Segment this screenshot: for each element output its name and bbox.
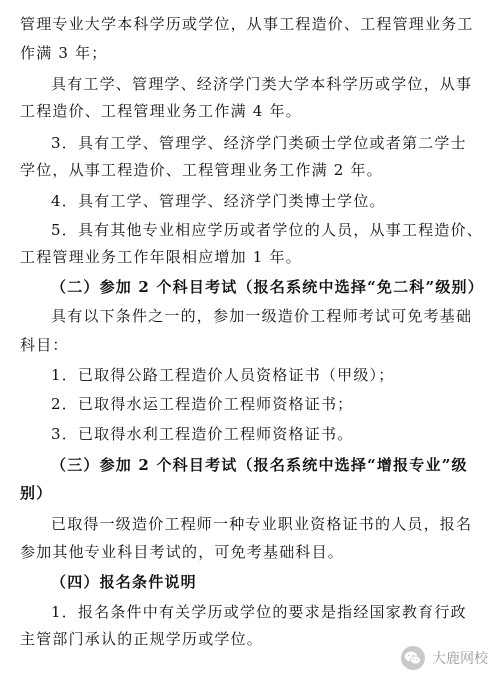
list-item: 1．已取得公路工程造价人员资格证书（甲级）； [51, 366, 395, 384]
section-heading: （四）报名条件说明 [51, 573, 197, 591]
paragraph-line: 参加其他专业科目考试的，可免考基础科目。 [20, 543, 345, 561]
section-heading-continuation: 别） [20, 484, 53, 502]
paragraph-line: 具有以下条件之一的，参加一级造价工程师考试可免考基础 [51, 307, 473, 325]
paragraph-line: 学位，从事工程造价、工程管理业务工作满 2 年。 [20, 161, 383, 179]
paragraph-line: 工程管理业务工作年限相应增加 1 年。 [20, 248, 302, 266]
list-item: 2．已取得水运工程造价工程师资格证书； [51, 395, 354, 413]
list-item: 3．已取得水利工程造价工程师资格证书。 [51, 425, 354, 443]
paragraph-line: 5．具有其他专业相应学历或者学位的人员，从事工程造价、 [51, 221, 483, 239]
paragraph-line: 1．报名条件中有关学历或学位的要求是指经国家教育行政 [51, 603, 467, 621]
paragraph-line: 已取得一级造价工程师一种专业职业资格证书的人员，报名 [51, 515, 473, 533]
section-heading: （三）参加 2 个科目考试（报名系统中选择“增报专业”级 [51, 456, 468, 474]
paragraph-line: 主管部门承认的正规学历或学位。 [20, 630, 264, 648]
paragraph-line: 工程造价、工程管理业务工作满 4 年。 [20, 102, 302, 120]
paragraph-line: 作满 3 年； [20, 44, 108, 62]
paragraph-line: 4．具有工学、管理学、经济学门类博士学位。 [51, 192, 386, 210]
paragraph-line: 科目： [20, 336, 69, 354]
watermark [400, 644, 488, 672]
paragraph-line: 具有工学、管理学、经济学门类大学本科学历或学位，从事 [51, 75, 473, 93]
section-heading: （二）参加 2 个科目考试（报名系统中选择“免二科”级别） [51, 278, 484, 296]
paragraph-line: 3．具有工学、管理学、经济学门类硕士学位或者第二学士 [51, 134, 467, 152]
wechat-icon [400, 645, 426, 671]
paragraph-line: 管理专业大学本科学历或学位，从事工程造价、工程管理业务工 [20, 15, 474, 33]
watermark-text: 大鹿网校 [432, 651, 488, 667]
